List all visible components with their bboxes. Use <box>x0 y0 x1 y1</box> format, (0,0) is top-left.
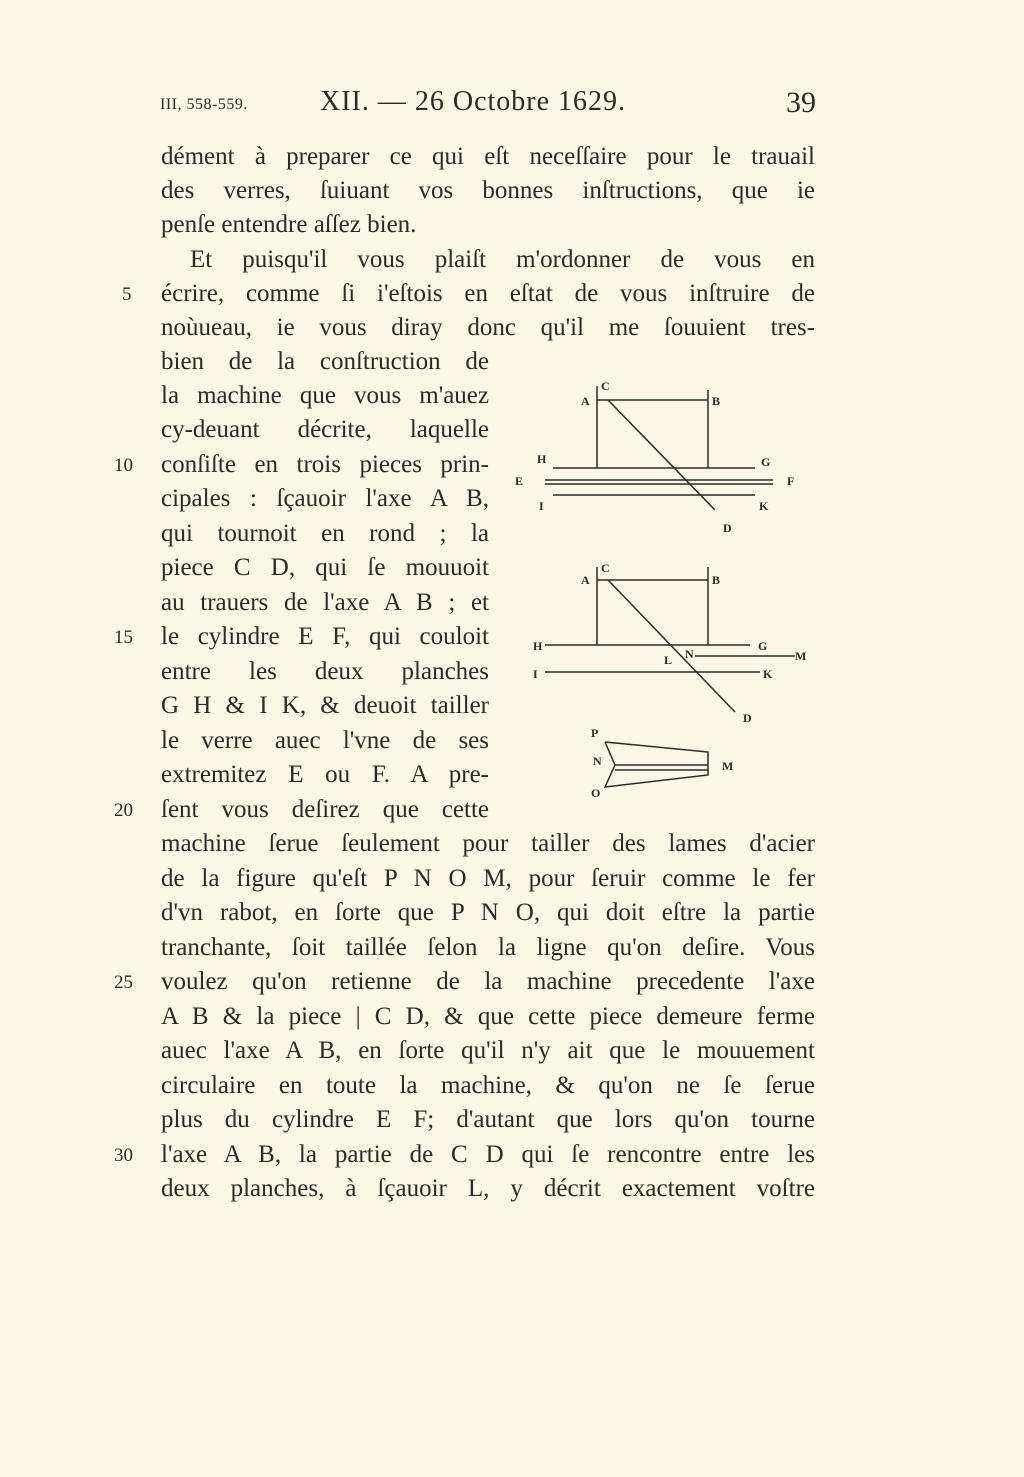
text-line: auec l'axe A B, en ſorte qu'il n'y ait que le mouuement <box>161 1037 815 1064</box>
svg-text:G: G <box>761 455 771 469</box>
line-number: 25 <box>114 972 133 993</box>
text-line: d'vn rabot, en ſorte que P N O, qui doit eſtre la partie <box>161 899 815 926</box>
figure-3 <box>605 742 708 787</box>
line-number: 10 <box>114 455 133 476</box>
text-line: la machine que vous m'auez <box>161 382 489 409</box>
svg-text:M: M <box>795 649 807 663</box>
text-line: A B & la piece | C D, & que cette piece demeure ferme <box>161 1003 815 1030</box>
svg-text:I: I <box>533 667 538 681</box>
text-line: l'axe A B, la partie de C D qui ſe rencontre entre les <box>161 1141 815 1168</box>
svg-text:F: F <box>787 474 795 488</box>
text-line: plus du cylindre E F; d'autant que lors qu'on tourne <box>161 1106 815 1133</box>
text-line: conſiſte en trois pieces prin- <box>161 451 489 478</box>
text-line: machine ſerue ſeulement pour tailler des lames d'acier <box>161 830 815 857</box>
text-line: de la figure qu'eſt P N O M, pour ſeruir comme le fer <box>161 865 815 892</box>
svg-text:A: A <box>581 394 590 408</box>
text-line: penſe entendre aſſez bien. <box>161 211 417 238</box>
text-line: Et puisqu'il vous plaiſt m'ordonner de vous en <box>190 246 815 273</box>
svg-text:M: M <box>722 759 734 773</box>
svg-text:N: N <box>593 754 602 768</box>
text-line: le verre auec l'vne de ses <box>161 727 489 754</box>
text-line: extremitez E ou F. A pre- <box>161 761 489 788</box>
text-line: des verres, ſuiuant vos bonnes inſtructions, que ie <box>161 177 815 204</box>
svg-text:C: C <box>601 379 610 393</box>
svg-text:L: L <box>664 653 673 667</box>
text-line: le cylindre E F, qui couloit <box>161 623 489 650</box>
line-number: 15 <box>114 627 133 648</box>
svg-text:G: G <box>758 639 768 653</box>
text-line: ſent vous deſirez que cette <box>161 796 489 823</box>
svg-text:D: D <box>743 711 752 725</box>
text-line: tranchante, ſoit taillée ſelon la ligne qu'on deſire. Vous <box>161 934 815 961</box>
svg-text:P: P <box>591 726 599 740</box>
svg-text:E: E <box>515 474 524 488</box>
text-line: au trauers de l'axe A B ; et <box>161 589 489 616</box>
text-line: piece C D, qui ſe mouuoit <box>161 554 489 581</box>
text-line: entre les deux planches <box>161 658 489 685</box>
svg-text:B: B <box>712 394 721 408</box>
svg-text:H: H <box>533 639 543 653</box>
page-reference: III, 558-559. <box>160 96 248 113</box>
svg-text:O: O <box>591 786 601 800</box>
text-line: G H & I K, & deuoit tailler <box>161 692 489 719</box>
svg-text:H: H <box>537 452 547 466</box>
svg-text:K: K <box>763 667 773 681</box>
text-line: noùueau, ie vous diray donc qu'il me ſouuient tres- <box>161 314 815 341</box>
text-line: cipales : ſçauoir l'axe A B, <box>161 485 489 512</box>
svg-text:D: D <box>723 521 732 535</box>
line-number: 30 <box>114 1145 133 1166</box>
svg-text:A: A <box>581 573 590 587</box>
svg-text:I: I <box>539 499 544 513</box>
text-line: bien de la conſtruction de <box>161 348 489 375</box>
line-number: 5 <box>122 284 132 305</box>
svg-text:C: C <box>601 561 610 575</box>
figure-1 <box>545 386 773 510</box>
svg-text:K: K <box>759 499 769 513</box>
svg-text:B: B <box>712 573 721 587</box>
machine-diagrams <box>505 360 810 800</box>
text-line: deux planches, à ſçauoir L, y décrit exactement voſtre <box>161 1175 815 1202</box>
text-line: circulaire en toute la machine, & qu'on ne ſe ſerue <box>161 1072 815 1099</box>
line-number: 20 <box>114 800 133 821</box>
text-line: dément à preparer ce qui eſt neceſſaire pour le trauail <box>161 143 815 170</box>
svg-text:N: N <box>685 647 694 661</box>
text-line: écrire, comme ſi i'eſtois en eſtat de vous inſtruire de <box>161 280 815 307</box>
running-head: XII. — 26 Octobre 1629. <box>320 86 627 117</box>
text-line: voulez qu'on retienne de la machine precedente l'axe <box>161 968 815 995</box>
text-line: qui tournoit en rond ; la <box>161 520 489 547</box>
page-number: 39 <box>786 86 816 119</box>
text-line: cy-deuant décrite, laquelle <box>161 416 489 443</box>
